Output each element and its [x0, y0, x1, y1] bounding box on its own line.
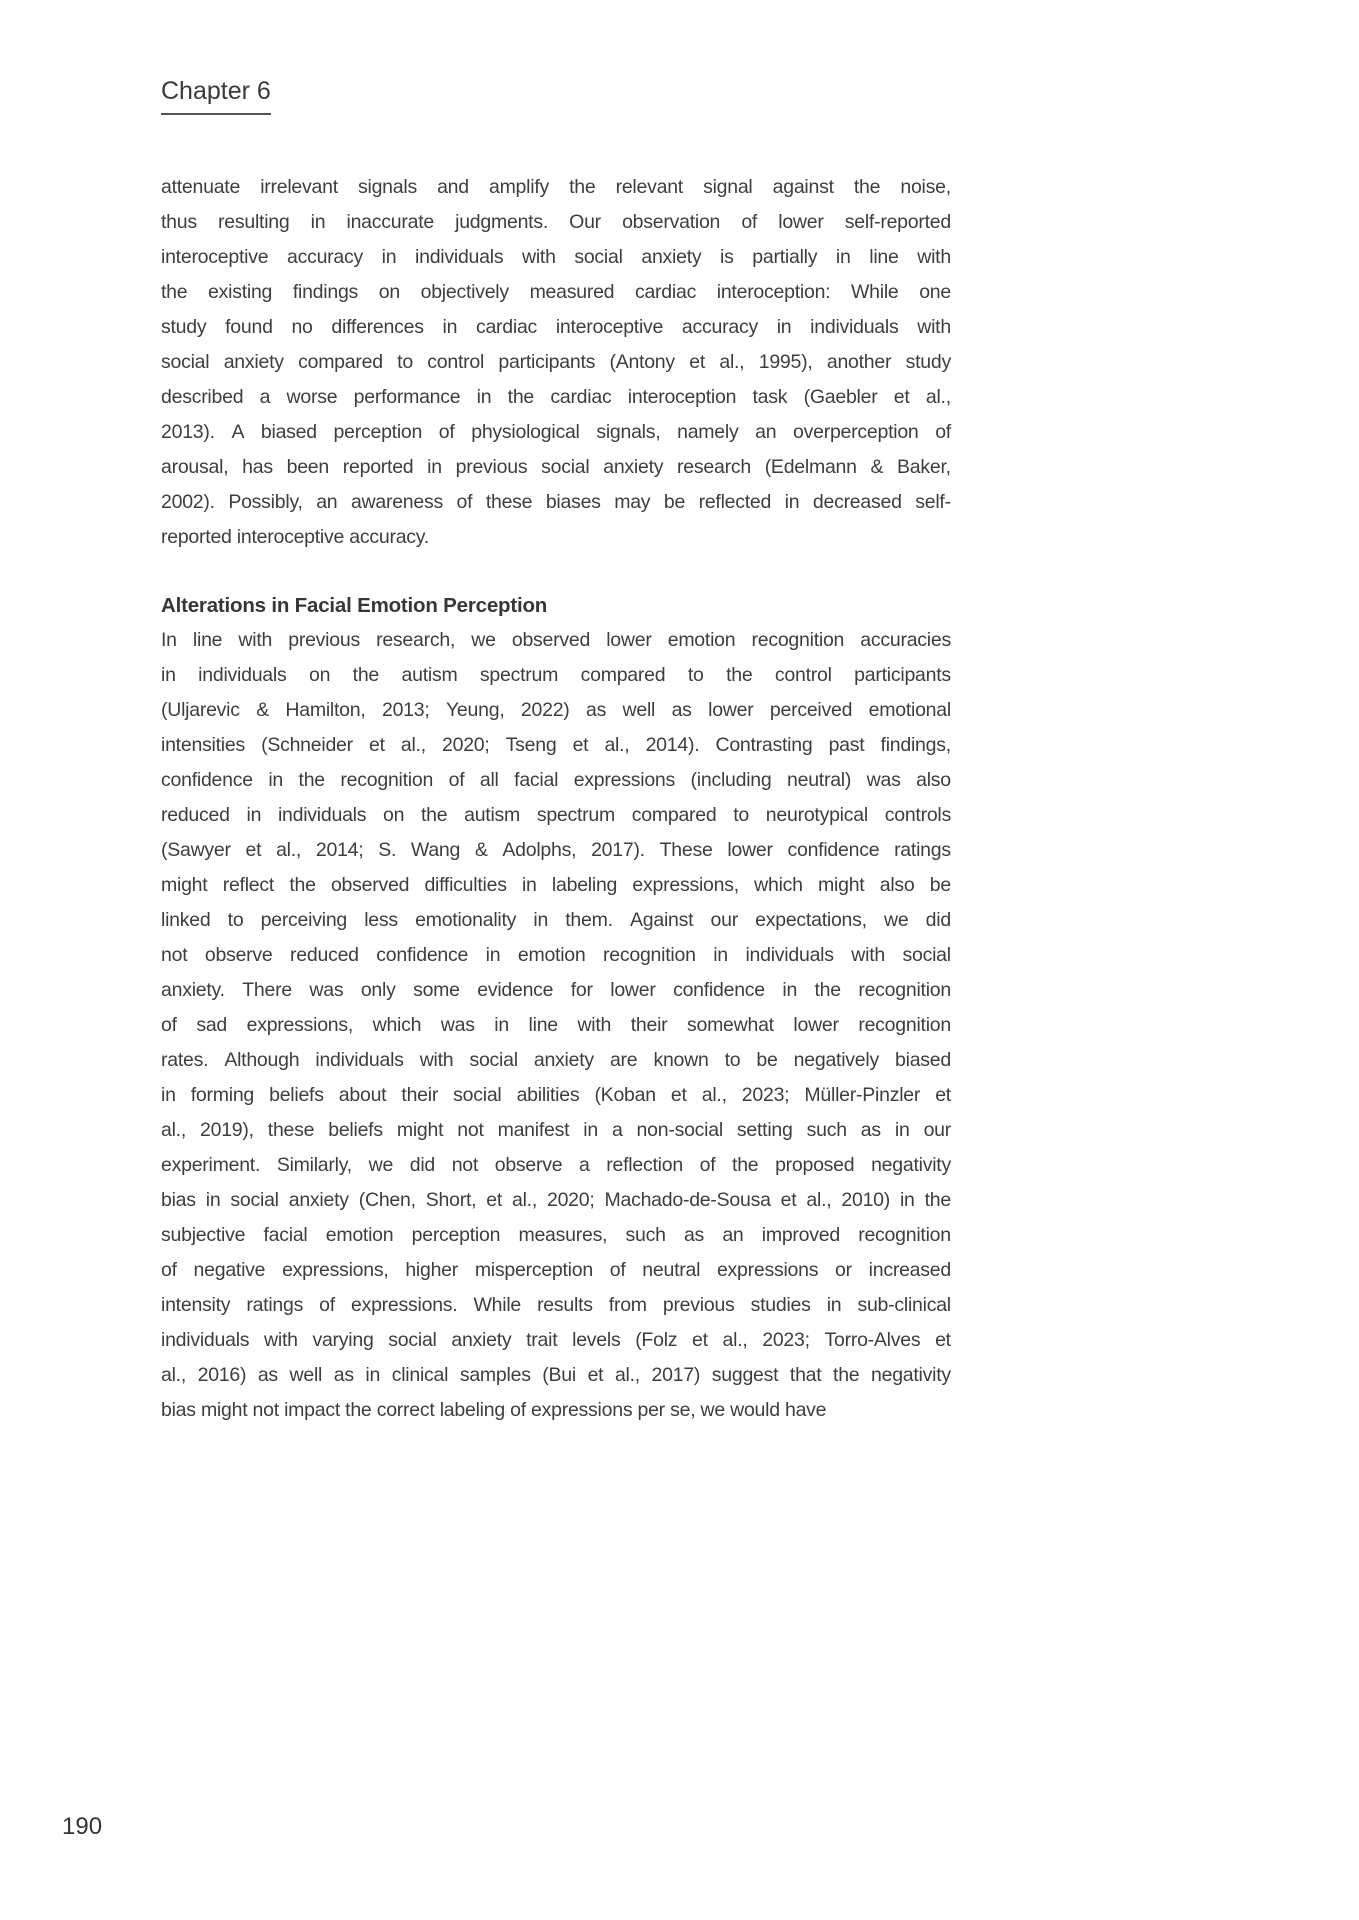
text-line: intensities (Schneider et al., 2020; Tseng et al., 2014). Contrasting past findings,: [161, 734, 951, 756]
text-line: subjective facial emotion perception measures, such as an improved recognition: [161, 1224, 951, 1246]
text-line: not observe reduced confidence in emotion recognition in individuals with social: [161, 944, 951, 966]
text-line: arousal, has been reported in previous social anxiety research (Edelmann & Baker,: [161, 456, 951, 478]
text-line: al., 2019), these beliefs might not manifest in a non-social setting such as in our: [161, 1119, 951, 1141]
text-line: linked to perceiving less emotionality in them. Against our expectations, we did: [161, 909, 951, 931]
text-line: social anxiety compared to control participants (Antony et al., 1995), another study: [161, 351, 951, 373]
text-line: in forming beliefs about their social abilities (Koban et al., 2023; Müller-Pinzler et: [161, 1084, 951, 1106]
text-line: attenuate irrelevant signals and amplify the relevant signal against the noise,: [161, 176, 951, 198]
body-paragraph-interoception: [161, 170, 951, 555]
text-line: interoceptive accuracy in individuals with social anxiety is partially in line with: [161, 246, 951, 268]
text-line: intensity ratings of expressions. While results from previous studies in sub-clinical: [161, 1294, 951, 1316]
section-heading: Alterations in Facial Emotion Perception: [161, 594, 548, 617]
text-line: described a worse performance in the cardiac interoception task (Gaebler et al.,: [161, 386, 951, 408]
text-line: al., 2016) as well as in clinical samples (Bui et al., 2017) suggest that the negativity: [161, 1364, 951, 1386]
text-line: study found no differences in cardiac interoceptive accuracy in individuals with: [161, 316, 951, 338]
text-line: (Uljarevic & Hamilton, 2013; Yeung, 2022) as well as lower perceived emotional: [161, 699, 951, 721]
text-line: (Sawyer et al., 2014; S. Wang & Adolphs, 2017). These lower confidence ratings: [161, 839, 951, 861]
text-line: in individuals on the autism spectrum compared to the control participants: [161, 664, 951, 686]
text-line: individuals with varying social anxiety trait levels (Folz et al., 2023; Torro-Alves et: [161, 1329, 951, 1351]
page-number: 190: [62, 1813, 103, 1840]
text-line: 2013). A biased perception of physiological signals, namely an overperception of: [161, 421, 951, 443]
text-line: reported interoceptive accuracy.: [161, 526, 430, 548]
text-line: reduced in individuals on the autism spectrum compared to neurotypical controls: [161, 804, 951, 826]
text-line: might reflect the observed difficulties in labeling expressions, which might also be: [161, 874, 951, 896]
chapter-header: Chapter 6: [161, 76, 271, 115]
text-line: the existing findings on objectively measured cardiac interoception: While one: [161, 281, 951, 303]
page-body: [161, 170, 951, 1428]
body-paragraph-facial-emotion: [161, 623, 951, 1428]
text-line: bias in social anxiety (Chen, Short, et al., 2020; Machado-de-Sousa et al., 2010) in the: [161, 1189, 951, 1211]
text-line: In line with previous research, we observed lower emotion recognition accuracies: [161, 629, 951, 651]
text-line: thus resulting in inaccurate judgments. Our observation of lower self-reported: [161, 211, 951, 233]
text-line: of sad expressions, which was in line with their somewhat lower recognition: [161, 1014, 951, 1036]
text-line: 2002). Possibly, an awareness of these biases may be reflected in decreased self-: [161, 491, 951, 513]
text-line: confidence in the recognition of all facial expressions (including neutral) was also: [161, 769, 951, 791]
text-line: anxiety. There was only some evidence for lower confidence in the recognition: [161, 979, 951, 1001]
text-line: experiment. Similarly, we did not observe a reflection of the proposed negativity: [161, 1154, 951, 1176]
text-line: rates. Although individuals with social anxiety are known to be negatively biased: [161, 1049, 951, 1071]
text-line: bias might not impact the correct labeling of expressions per se, we would have: [161, 1399, 827, 1421]
text-line: of negative expressions, higher misperception of neutral expressions or increased: [161, 1259, 951, 1281]
